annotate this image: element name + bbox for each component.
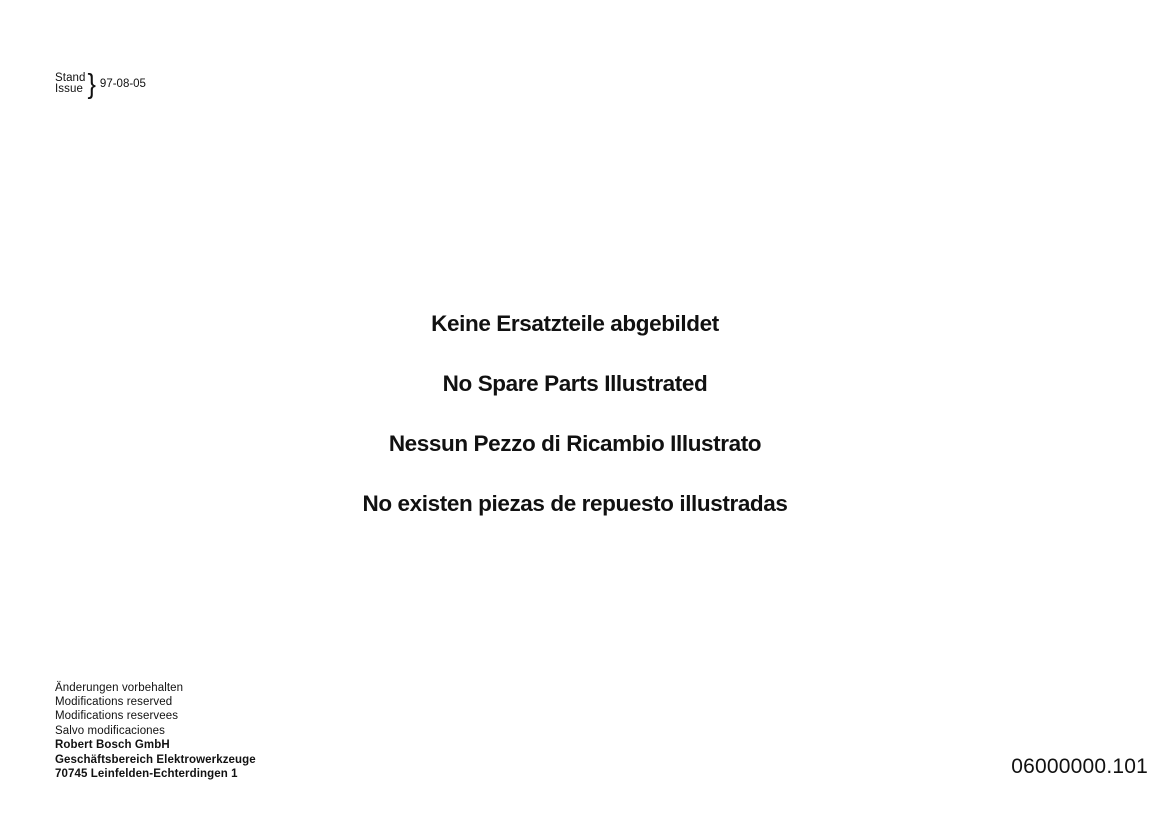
issue-label: Issue <box>55 83 83 95</box>
heading-english: No Spare Parts Illustrated <box>442 371 708 396</box>
heading-spanish: No existen piezas de repuesto illustradas <box>362 491 788 516</box>
modification-note: Salvo modificaciones <box>55 724 166 737</box>
no-spare-parts-headings <box>0 294 1159 534</box>
modification-note: Modifications reserved <box>55 696 173 709</box>
company-address: 70745 Leinfelden-Echterdingen 1 <box>55 768 238 781</box>
company-division: Geschäftsbereich Elektrowerkzeuge <box>55 753 256 766</box>
company-name: Robert Bosch GmbH <box>55 738 170 751</box>
document-number: 06000000.101 <box>1011 755 1148 778</box>
issue-labels <box>55 73 86 96</box>
modification-note: Modifications reservees <box>55 710 179 723</box>
heading-german: Keine Ersatzteile abgebildet <box>431 311 719 336</box>
modification-note: Änderungen vorbehalten <box>55 682 184 694</box>
issue-date-block <box>55 68 146 99</box>
curly-brace-icon: } <box>87 68 96 99</box>
stand-label: Stand <box>55 71 86 84</box>
heading-italian: Nessun Pezzo di Ricambio Illustrato <box>388 431 762 456</box>
issue-date: 97-08-05 <box>99 78 146 90</box>
footer-left-block <box>55 681 256 782</box>
